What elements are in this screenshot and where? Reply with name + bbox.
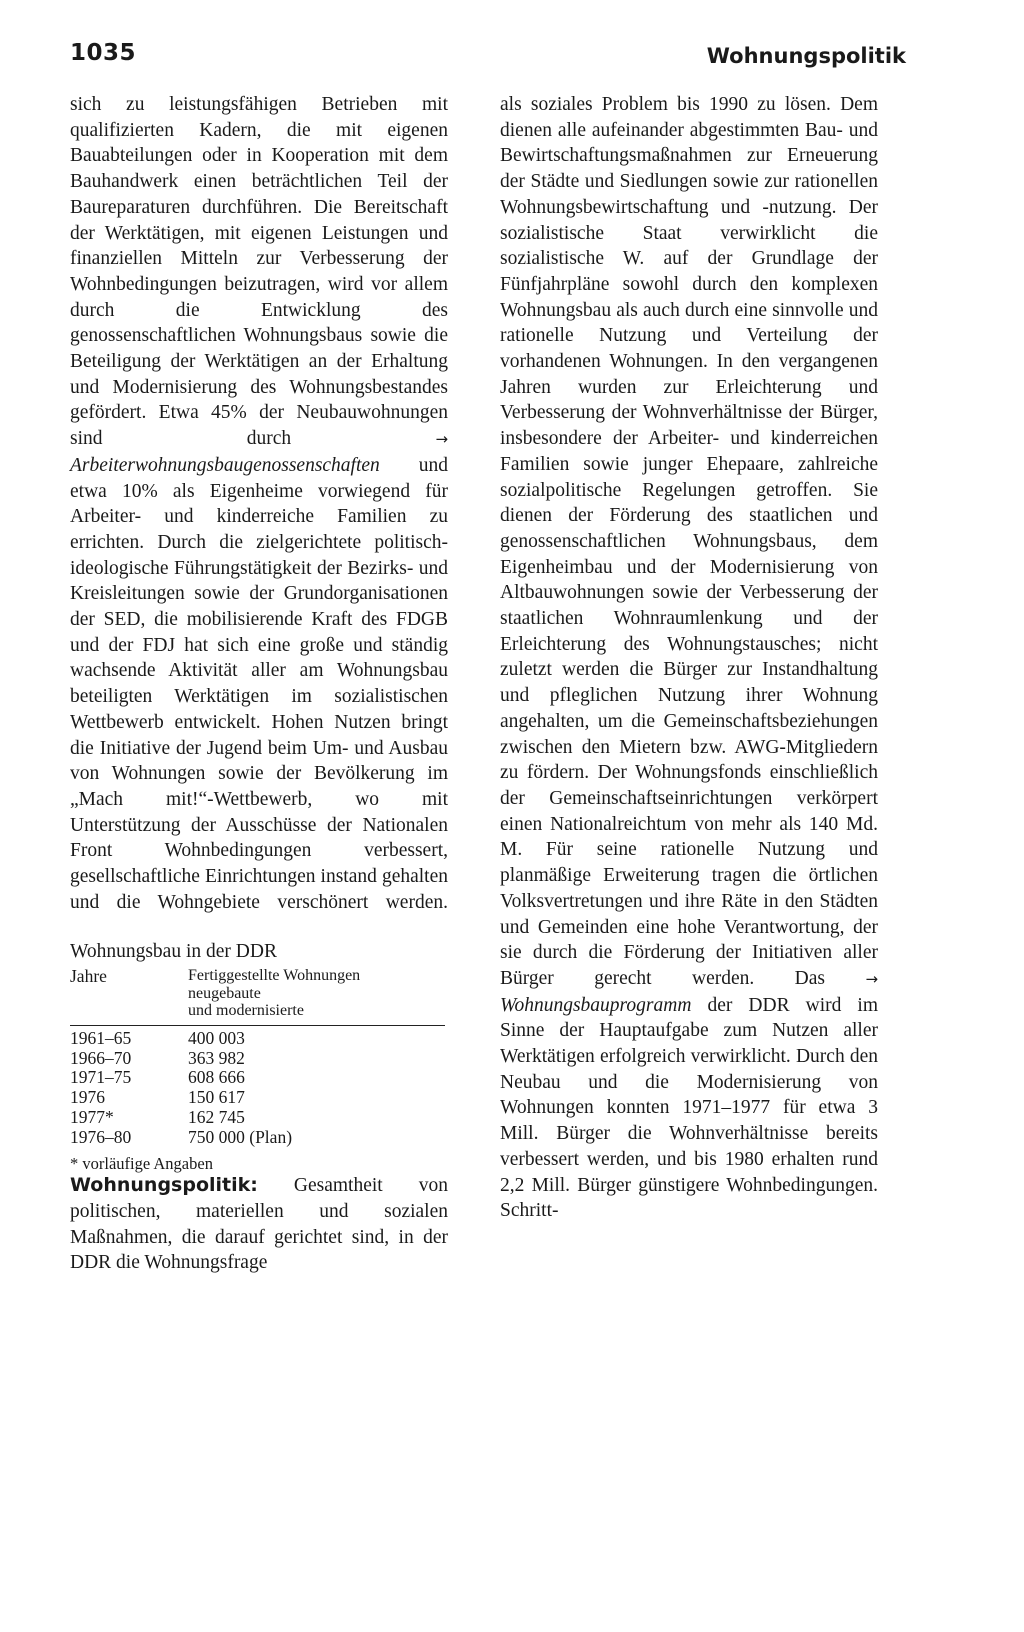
- table-cell-value: 400 003: [188, 1027, 245, 1048]
- table-header-values: [188, 967, 448, 1020]
- page-number: 1035: [70, 40, 137, 66]
- table-row: [70, 1108, 448, 1128]
- table-header-line: Fertiggestellte Wohnungen: [188, 967, 361, 985]
- table-header-line: und modernisierte: [188, 1002, 304, 1020]
- table-footnote: * vorläufige Angaben: [70, 1153, 213, 1173]
- table-header-years: Jahre: [70, 966, 107, 987]
- cross-reference-link[interactable]: Arbeiterwohnungsbaugenossenschaften: [70, 454, 380, 476]
- table-cell-year: 1976–80: [70, 1126, 132, 1147]
- right-text-part2: der DDR wird im Sinne der Hauptaufgabe zum Nutzen aller Werktätigen erfolgreich verwirklicht. Durch den Neubau und die Modernisierung von Wohnungen konnten 1971–1977 für etwa 3 Mill. Bürger die Wohnverhältnisse bereits verbessert werden, und bis 1980 erhalten rund 2,2 Mill. Bürger günstigere Wohnbedingungen. Schritt-: [500, 994, 878, 1222]
- right-text-part1: als soziales Problem bis 1990 zu lösen. Dem dienen alle aufeinander abgestimmten Bau- und Bewirtschaftungsmaßnahmen zur Erneuerung der Städte und Siedlungen sowie zur rationellen Wohnungsbewirtschaftung und -nutzung. Der sozialistische Staat verwirklicht die sozialistische W. auf der Grundlage der Fünfjahrpläne sowohl durch den komplexen Wohnungsbau als auch durch eine sinnvolle und rationelle Nutzung und Verteilung der vorhandenen Wohnungen. In den vergangenen Jahren wurden zur Erleichterung und Verbesserung der Wohnverhältnisse der Bürger, insbesondere der Arbeiter- und kinderreichen Familien sowie junger Ehepaare, zahlreiche sozialpolitische Regelungen getroffen. Sie dienen der Förderung des staatlichen und genossenschaftlichen Wohnungsbaus, dem Eigenheimbau und der Modernisierung von Altbauwohnungen sowie der Verbesserung der staatlichen Wohnraumlenkung und der Erleichterung des Wohnungstausches; nicht zuletzt werden die Bürger zur Instandhaltung und pfleglichen Nutzung ihrer Wohnung angehalten, um die Gemeinschaftsbeziehungen zwischen den Mietern bzw. AWG-Mitgliedern zu fördern. Der Wohnungsfonds einschließlich der Gemeinschaftseinrichtungen verkörpert einen Nationalreichtum von mehr als 140 Md. M. Für seine rationelle Nutzung und planmäßige Erweiterung tragen die örtlichen Volksvertretungen und ihre Räte in den Städten und Gemeinden eine hohe Verantwortung, der sie durch die Förderung der Initiativen aller Bürger gerecht werden. Das: [500, 94, 878, 989]
- entry-lemma: Wohnungspolitik:: [70, 1174, 258, 1197]
- table-cell-value: 750 000 (Plan): [188, 1126, 293, 1147]
- left-text-part2: und etwa 10% als Eigenheime vorwiegend für Arbeiter- und kinderreiche Familien zu errichten. Durch die zielgerichtete politisch-ideologische Führungstätigkeit der Bezirks- und Kreisleitungen sowie der Grundorganisationen der SED, die mobilisierende Kraft des FDGB und der FDJ hat sich eine große und ständig wachsende Aktivität aller am Wohnungsbau beteiligten Werktätigen im sozialistischen Wettbewerb entwickelt. Hohen Nutzen bringt die Initiative der Jugend beim Um- und Ausbau von Wohnungen sowie der Bevölkerung im „Mach mit!“-Wettbewerb, wo mit Unterstützung der Ausschüsse der Nationalen Front Wohnbedingungen verbessert, gesellschaftliche Einrichtungen instand gehalten und die Wohngebiete verschönert werden.: [70, 454, 448, 913]
- table-header-line: neugebaute: [188, 984, 261, 1002]
- running-head: Wohnungspolitik: [706, 44, 906, 68]
- left-text-part1: sich zu leistungsfähigen Betrieben mit qualifizierten Kadern, die mit eigenen Bauabteilungen oder in Kooperation mit dem Bauhandwerk einen beträchtlichen Teil der Baureparaturen durchführen. Die Bereitschaft der Werktätigen, mit eigenen Leistungen und finanziellen Mitteln zur Verbesserung der Wohnbedingungen beizutragen, wird vor allem durch die Entwicklung des genossenschaftlichen Wohnungsbaus sowie die Beteiligung der Werktätigen an der Erhaltung und Modernisierung des Wohnungsbestandes gefördert. Etwa 45% der Neubauwohnungen sind durch: [70, 94, 448, 450]
- table-row: [70, 1128, 448, 1148]
- cross-reference-link[interactable]: Wohnungsbauprogramm: [500, 994, 692, 1016]
- table-row: [70, 1049, 448, 1069]
- table-rule: [70, 1025, 445, 1026]
- right-column: [500, 92, 878, 1224]
- table-cell-year: 1976: [70, 1087, 105, 1108]
- entry-paragraph: [70, 1173, 448, 1276]
- table-cell-year: 1966–70: [70, 1047, 132, 1068]
- table-cell-year: 1977*: [70, 1106, 114, 1127]
- table-row: [70, 1068, 448, 1088]
- right-paragraph: [500, 92, 878, 1224]
- table-cell-value: 162 745: [188, 1106, 245, 1127]
- table-cell-value: 363 982: [188, 1047, 245, 1068]
- table-cell-year: 1971–75: [70, 1067, 132, 1088]
- left-column: [70, 92, 448, 1276]
- table-cell-value: 608 666: [188, 1067, 245, 1088]
- cross-reference-arrow-icon: →: [435, 430, 449, 449]
- table-cell-value: 150 617: [188, 1087, 245, 1108]
- cross-reference-arrow-icon: →: [865, 969, 879, 988]
- housing-table: [70, 942, 448, 1174]
- table-cell-year: 1961–65: [70, 1027, 132, 1048]
- table-row: [70, 1088, 448, 1108]
- left-paragraph: [70, 92, 448, 916]
- entry-text: Gesamtheit von politischen, materiellen und sozialen Maßnahmen, die darauf gerichtet sind, in der DDR die Wohnungsfrage: [70, 1175, 449, 1274]
- table-header: [70, 967, 448, 1020]
- table-title: Wohnungsbau in der DDR: [70, 940, 277, 962]
- table-row: [70, 1029, 448, 1049]
